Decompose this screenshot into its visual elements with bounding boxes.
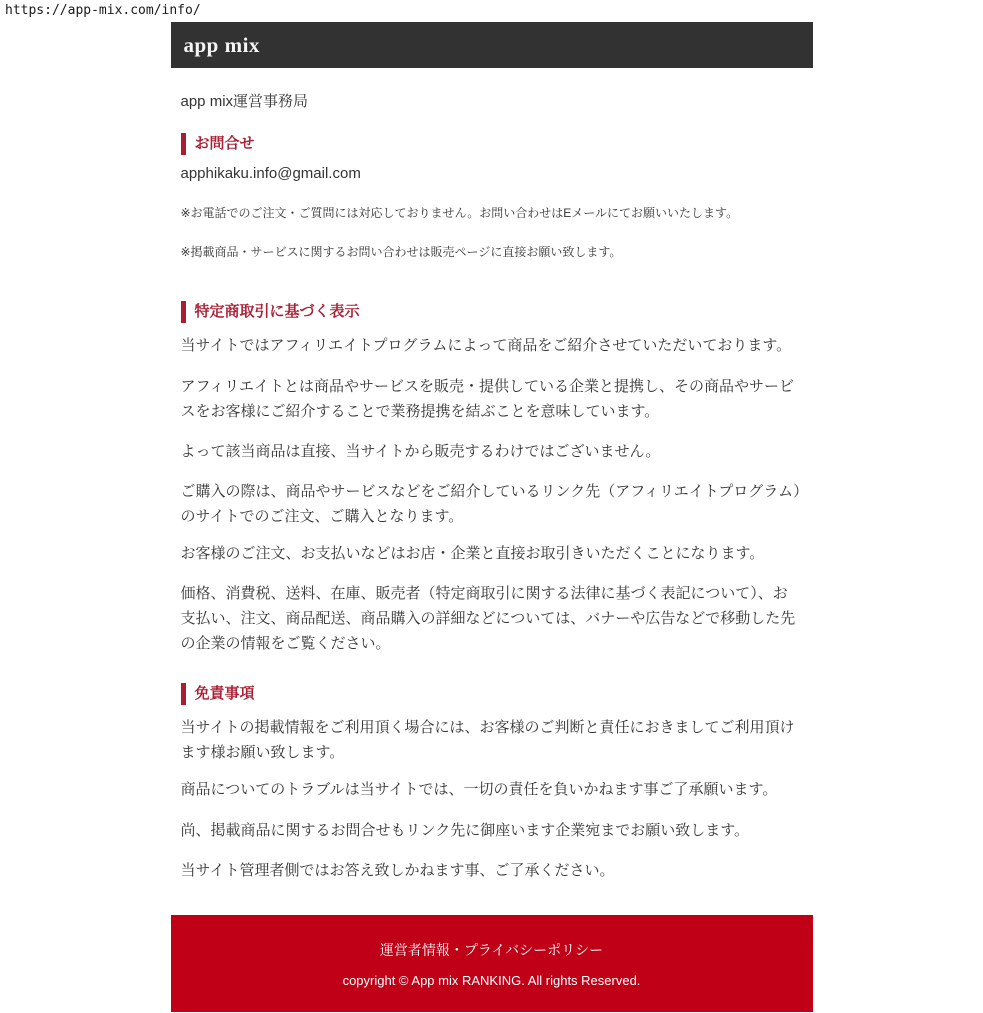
paragraph: お客様のご注文、お支払いなどはお店・企業と直接お取引きいただくことになります。 <box>180 545 765 562</box>
site-title: app mix <box>183 33 260 57</box>
privacy-policy-link[interactable]: 運営者情報・プライバシーポリシー <box>379 942 604 958</box>
contact-note-products: ※掲載商品・サービスに関するお問い合わせは販売ページに直接お願い致します。 <box>180 245 622 259</box>
paragraph: ご購入の際は、商品やサービスなどをご紹介しているリンク先（アフィリエイトプログラム）のサイトでのご注文、ご購入となります。 <box>180 483 801 525</box>
paragraph: 当サイト管理者側ではお答え致しかねます事、ご了承ください。 <box>180 862 615 879</box>
paragraph: アフィリエイトとは商品やサービスを販売・提供している企業と提携し、その商品やサービスをお客様にご紹介することで業務提携を結ぶことを意味しています。 <box>180 378 795 420</box>
paragraph: 当サイトではアフィリエイトプログラムによって商品をご紹介させていただいております。 <box>180 337 792 354</box>
section-heading-commercial-law: 特定商取引に基づく表示 <box>181 301 803 323</box>
paragraph: 尚、掲載商品に関するお問合せもリンク先に御座います企業宛までお願い致します。 <box>180 822 750 839</box>
operator-name: app mix運営事務局 <box>180 93 309 110</box>
main-content <box>171 93 813 883</box>
copyright-text: copyright © App mix RANKING. All rights Reserved. <box>342 973 641 988</box>
contact-note-phone: ※お電話でのご注文・ご質問には対応しておりません。お問い合わせはEメールにてお願いいたします。 <box>180 206 739 220</box>
contact-email: apphikaku.info@gmail.com <box>180 165 361 182</box>
section-heading-disclaimer: 免責事項 <box>181 683 803 705</box>
paragraph: 当サイトの掲載情報をご利用頂く場合には、お客様のご判断と責任におきましてご利用頂けます様お願い致します。 <box>180 719 795 761</box>
site-header <box>171 22 813 68</box>
paragraph: よって該当商品は直接、当サイトから販売するわけではございません。 <box>180 443 661 460</box>
page-url-text: https://app-mix.com/info/ <box>5 3 201 18</box>
section-heading-contact: お問合せ <box>181 133 803 155</box>
content-container <box>171 22 813 1012</box>
paragraph: 商品についてのトラブルは当サイトでは、一切の責任を負いかねます事ご了承願います。 <box>180 781 778 798</box>
site-footer <box>171 915 813 1012</box>
paragraph: 価格、消費税、送料、在庫、販売者（特定商取引に関する法律に基づく表記について）、お支払い、注文、商品配送、商品購入の詳細などについては、バナーや広告などで移動した先の企業の情報をご覧ください。 <box>180 585 796 652</box>
